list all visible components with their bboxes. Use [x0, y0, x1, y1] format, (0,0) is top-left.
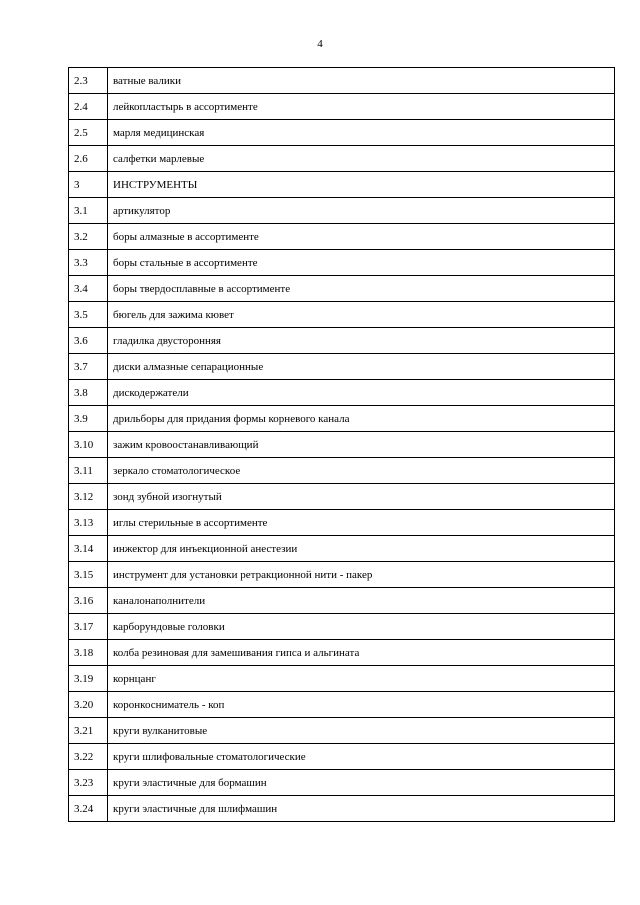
item-name: зеркало стоматологическое: [108, 458, 615, 484]
item-name: боры стальные в ассортименте: [108, 250, 615, 276]
table-row: [69, 796, 615, 822]
item-number: 3.15: [69, 562, 108, 588]
item-name: марля медицинская: [108, 120, 615, 146]
item-number: 2.6: [69, 146, 108, 172]
item-number: 3.2: [69, 224, 108, 250]
table-row: [69, 588, 615, 614]
table-row: [69, 432, 615, 458]
table-row: [69, 250, 615, 276]
table-row: [69, 302, 615, 328]
item-name: бюгель для зажима кювет: [108, 302, 615, 328]
item-name: лейкопластырь в ассортименте: [108, 94, 615, 120]
item-name: ватные валики: [108, 68, 615, 94]
table-row: [69, 120, 615, 146]
table-row: [69, 666, 615, 692]
table-row: [69, 562, 615, 588]
item-number: 3.3: [69, 250, 108, 276]
item-number: 3.20: [69, 692, 108, 718]
item-name: зонд зубной изогнутый: [108, 484, 615, 510]
item-name: коронкосниматель - коп: [108, 692, 615, 718]
item-number: 3.4: [69, 276, 108, 302]
item-number: 3.24: [69, 796, 108, 822]
item-number: 3.22: [69, 744, 108, 770]
item-number: 2.3: [69, 68, 108, 94]
item-number: 3.16: [69, 588, 108, 614]
table-row: [69, 354, 615, 380]
table-row: [69, 692, 615, 718]
item-number: 3.7: [69, 354, 108, 380]
item-name: дискодержатели: [108, 380, 615, 406]
item-number: 3.6: [69, 328, 108, 354]
table-row: [69, 484, 615, 510]
item-number: 3.11: [69, 458, 108, 484]
item-number: 3.17: [69, 614, 108, 640]
item-name: каналонаполнители: [108, 588, 615, 614]
item-name: боры алмазные в ассортименте: [108, 224, 615, 250]
section-title: ИНСТРУМЕНТЫ: [108, 172, 615, 198]
item-name: круги эластичные для бормашин: [108, 770, 615, 796]
table-row: [69, 68, 615, 94]
table-row: [69, 94, 615, 120]
table-row: [69, 198, 615, 224]
table-row: [69, 744, 615, 770]
table-row: [69, 458, 615, 484]
item-number: 3.13: [69, 510, 108, 536]
item-number: 3.21: [69, 718, 108, 744]
item-name: круги вулканитовые: [108, 718, 615, 744]
item-name: колба резиновая для замешивания гипса и альгината: [108, 640, 615, 666]
item-number: 2.4: [69, 94, 108, 120]
item-number: 3.12: [69, 484, 108, 510]
item-name: круги эластичные для шлифмашин: [108, 796, 615, 822]
item-name: салфетки марлевые: [108, 146, 615, 172]
table-row: [69, 614, 615, 640]
item-number: 3.1: [69, 198, 108, 224]
item-number: 3.19: [69, 666, 108, 692]
item-name: дрильборы для придания формы корневого канала: [108, 406, 615, 432]
item-name: боры твердосплавные в ассортименте: [108, 276, 615, 302]
item-name: диски алмазные сепарационные: [108, 354, 615, 380]
item-number: 3.14: [69, 536, 108, 562]
item-name: иглы стерильные в ассортименте: [108, 510, 615, 536]
item-name: зажим кровоостанавливающий: [108, 432, 615, 458]
item-number: 3.9: [69, 406, 108, 432]
section-row: [69, 172, 615, 198]
items-table: [68, 67, 615, 822]
table-row: [69, 536, 615, 562]
item-number: 3.18: [69, 640, 108, 666]
item-name: корнцанг: [108, 666, 615, 692]
table-row: [69, 328, 615, 354]
item-name: инструмент для установки ретракционной нити - пакер: [108, 562, 615, 588]
table-row: [69, 770, 615, 796]
item-name: круги шлифовальные стоматологические: [108, 744, 615, 770]
table-row: [69, 718, 615, 744]
item-number: 3.8: [69, 380, 108, 406]
item-name: карборундовые головки: [108, 614, 615, 640]
item-number: 3.5: [69, 302, 108, 328]
table-row: [69, 510, 615, 536]
table-row: [69, 224, 615, 250]
page-number: 4: [317, 38, 323, 50]
item-name: артикулятор: [108, 198, 615, 224]
section-number: 3: [69, 172, 108, 198]
item-number: 3.23: [69, 770, 108, 796]
table-row: [69, 146, 615, 172]
table-row: [69, 406, 615, 432]
item-name: инжектор для инъекционной анестезии: [108, 536, 615, 562]
item-number: 2.5: [69, 120, 108, 146]
table-row: [69, 276, 615, 302]
item-number: 3.10: [69, 432, 108, 458]
item-name: гладилка двусторонняя: [108, 328, 615, 354]
table-row: [69, 640, 615, 666]
table-row: [69, 380, 615, 406]
